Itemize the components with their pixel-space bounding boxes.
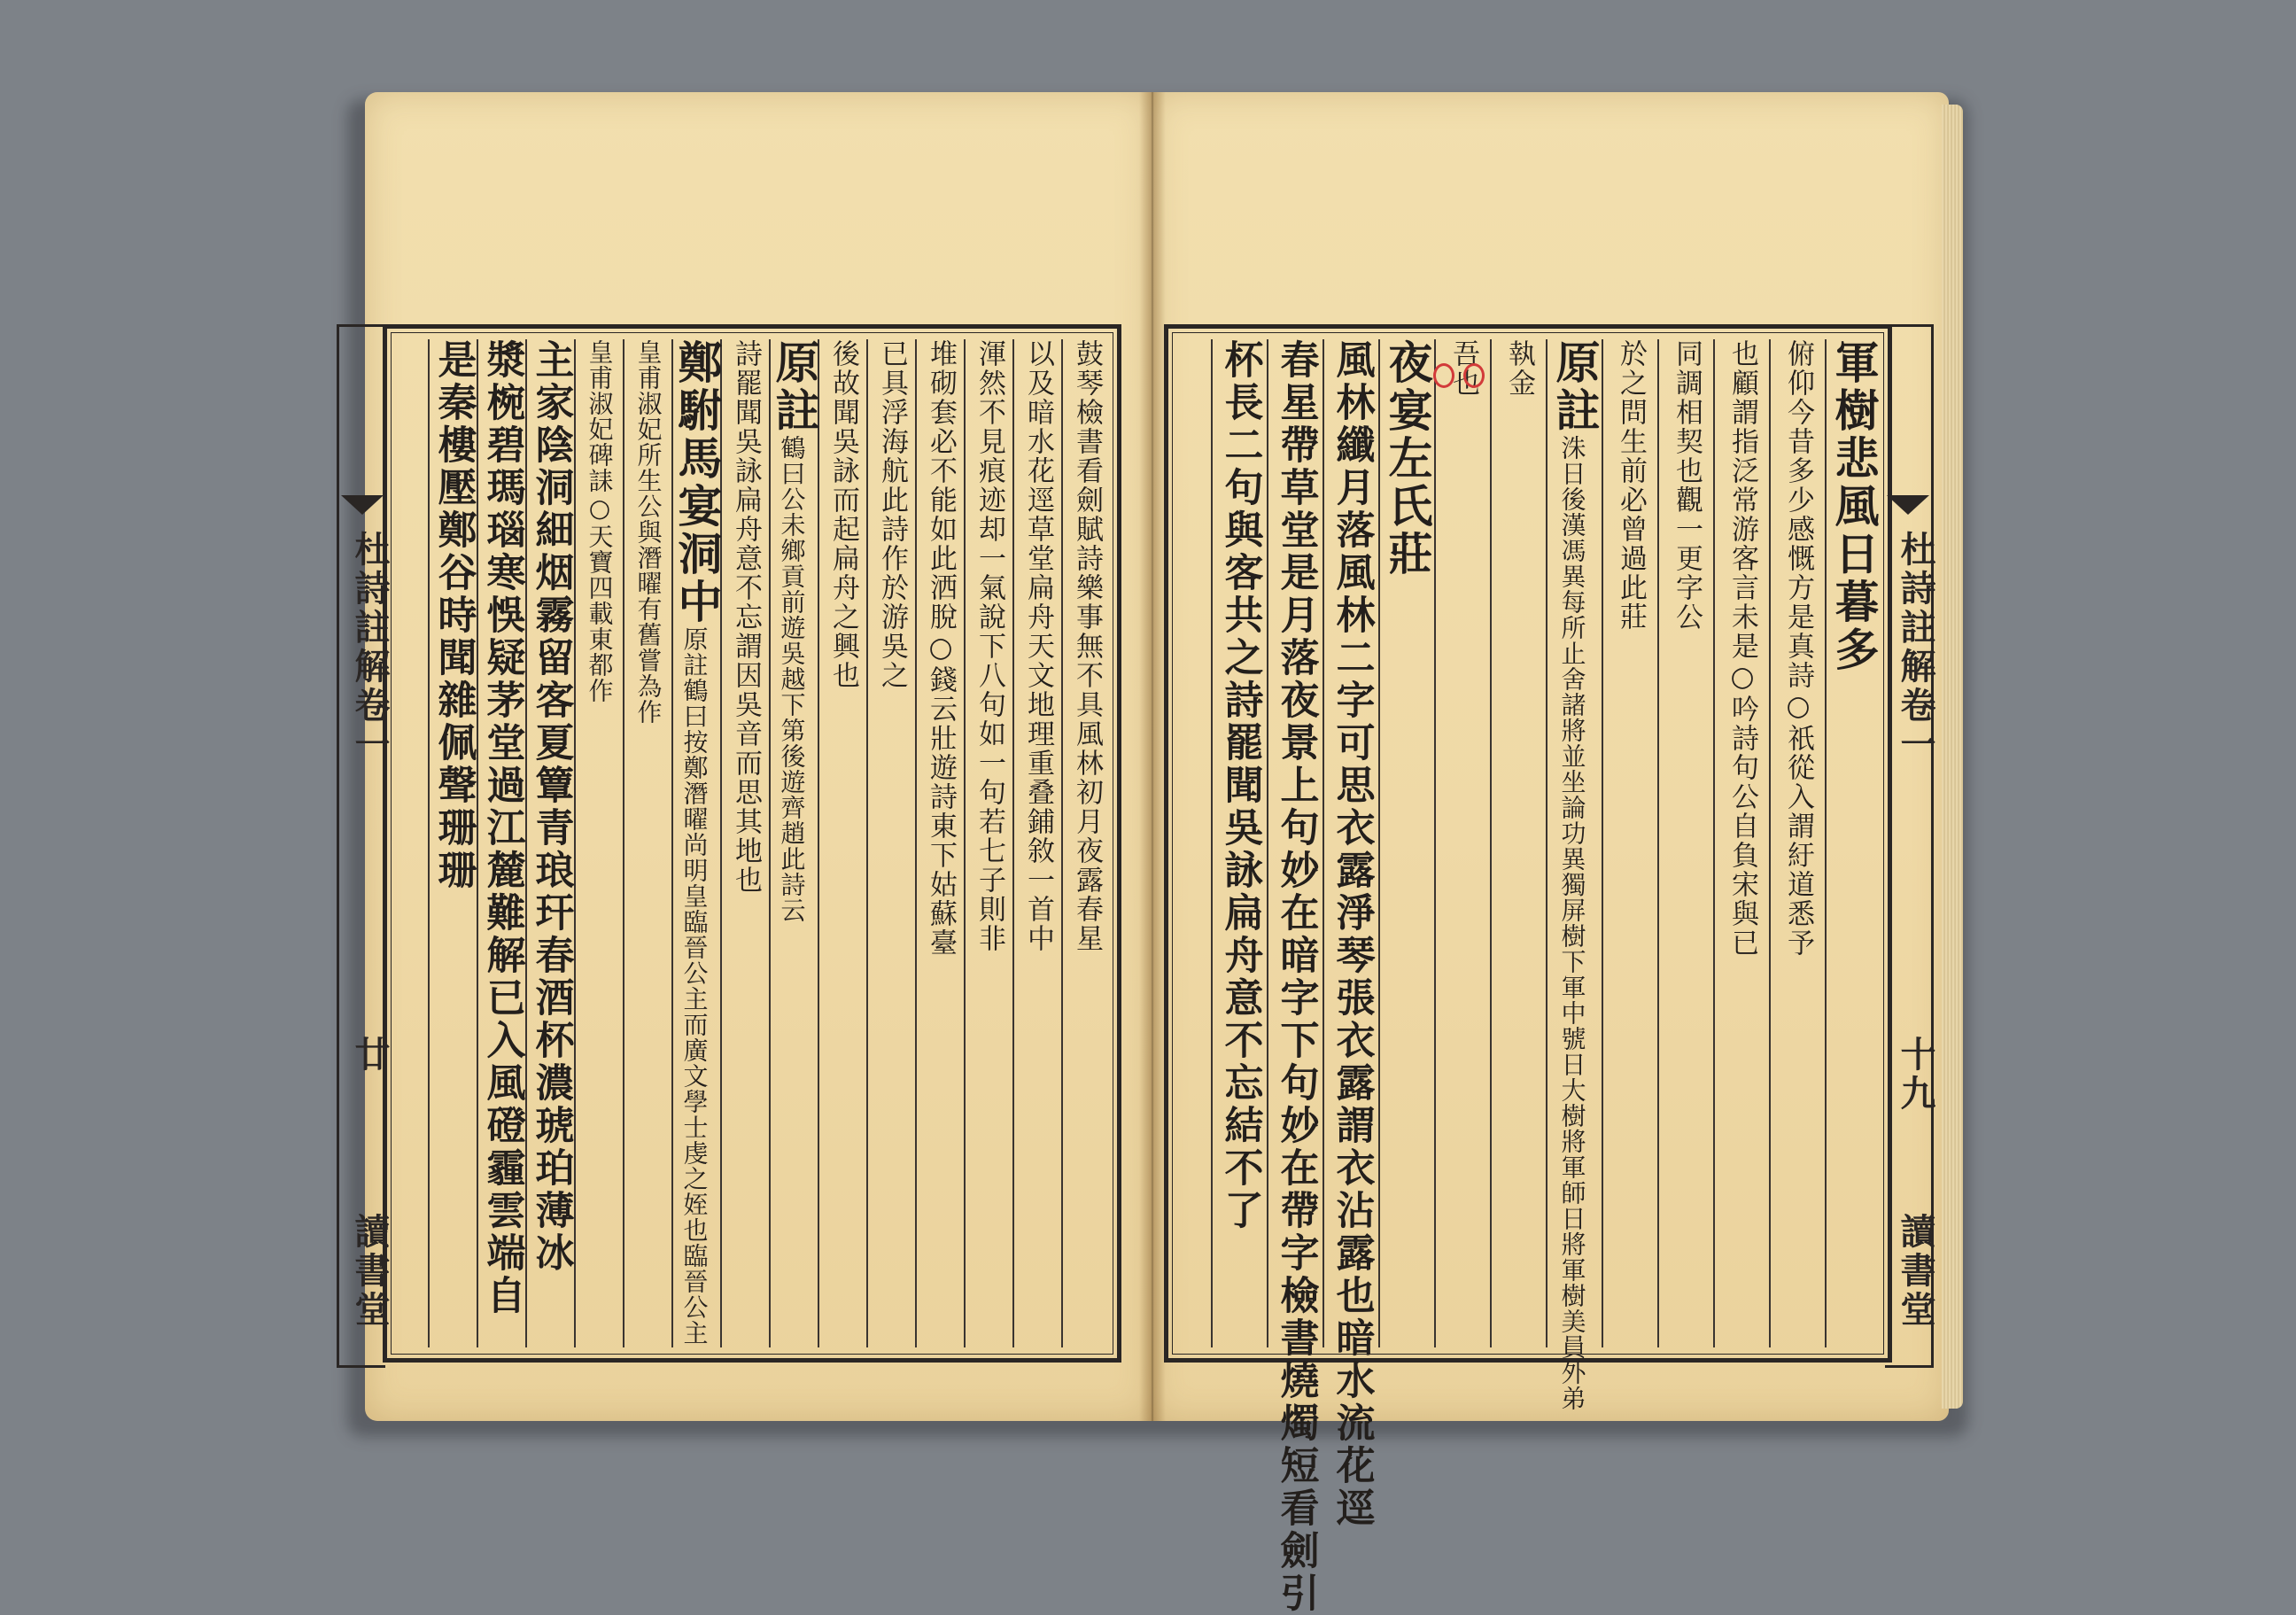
- text-column: [671, 339, 724, 1347]
- text-column: [574, 339, 623, 1347]
- text-column: [1434, 339, 1490, 1347]
- text-column: [1378, 339, 1434, 1347]
- column-text: 是秦樓壓鄭谷時聞雜佩聲珊珊: [430, 339, 477, 892]
- column-text: 皇甫淑妃碑誄○天寶四載東都作: [585, 339, 615, 703]
- text-column: [1825, 339, 1881, 1347]
- right-margin-title: 杜詩註解卷一: [1895, 531, 1936, 765]
- column-heading: 原註: [1548, 339, 1602, 435]
- text-column: [1012, 339, 1061, 1347]
- left-hall-name: 讀書堂: [349, 1213, 391, 1330]
- right-banxin: [1885, 324, 1934, 1368]
- column-text: 渾然不見痕迹却一氣說下八句如一句若七子則非: [973, 339, 1005, 953]
- text-column: [1713, 339, 1769, 1347]
- text-column: [1769, 339, 1825, 1347]
- column-note: 原註鶴曰按鄭潛曜尚明皇臨晉公主而廣文學士虔之姪也臨晉公主: [679, 626, 710, 1346]
- text-column: [866, 339, 915, 1347]
- text-column: [768, 339, 821, 1347]
- red-mark-icon: [1463, 363, 1485, 388]
- text-column: [1157, 339, 1211, 1347]
- text-column: [428, 339, 477, 1347]
- right-text-columns: [1175, 339, 1881, 1615]
- column-text: 後故聞吳詠而起扁舟之興也: [827, 339, 859, 690]
- fishtail-mark: [1887, 495, 1929, 515]
- column-text: 也顧謂指泛常游客言未是○吟詩句公自負宋與已: [1726, 339, 1758, 958]
- page-edges: [1942, 105, 1963, 1409]
- text-column: [720, 339, 769, 1347]
- fishtail-mark: [341, 495, 384, 515]
- column-heading: 原註: [768, 339, 821, 435]
- text-column: [623, 339, 671, 1347]
- column-text: 軍樹悲風日暮多: [1827, 339, 1881, 674]
- text-column: [525, 339, 574, 1347]
- text-column: [1490, 339, 1546, 1347]
- column-text: 詩罷聞吳詠扁舟意不忘謂因吳音而思其地也: [730, 339, 762, 895]
- left-text-frame: [383, 324, 1121, 1363]
- column-text: 夜宴左氏莊: [1381, 339, 1434, 578]
- text-column: [1546, 339, 1602, 1411]
- text-column: [1061, 339, 1110, 1347]
- left-banxin: [337, 324, 391, 1368]
- column-text: 堆砌套必不能如此洒脫○錢云壯遊詩東下姑蘇臺: [925, 339, 957, 958]
- column-text: 已具浮海航此詩作於游吳之: [876, 339, 908, 690]
- column-text: 主家陰洞細烟霧留客夏簟青琅玕春酒杯濃琥珀薄冰: [528, 339, 574, 1275]
- red-circle-marks: [1431, 361, 1486, 390]
- right-page-number: 十九: [1895, 1036, 1936, 1114]
- text-column: [915, 339, 964, 1347]
- text-column: [1323, 339, 1378, 1530]
- column-text: 同調相契也觀一更字公: [1671, 339, 1703, 632]
- text-column: [1211, 339, 1267, 1347]
- column-text: 風林纖月落風林二字可思衣露淨琴張衣露謂衣沾露也暗水流花逕: [1329, 339, 1375, 1530]
- right-text-frame: [1164, 324, 1892, 1615]
- column-note: 洙日後漢馮異每所止舍諸將並坐論功異獨屏樹下軍中號日大樹將軍師日將軍樹美員外弟: [1557, 435, 1587, 1411]
- column-note: 鶴曰公未鄉貢前遊吳越下第後遊齊趙此詩云: [777, 435, 807, 923]
- left-margin-title: 杜詩註解卷一: [349, 531, 391, 765]
- right-hall-name: 讀書堂: [1895, 1213, 1936, 1330]
- column-text: 於之問生前必曾過此莊: [1615, 339, 1647, 632]
- text-column: [1657, 339, 1713, 1347]
- column-text: 以及暗水花逕草堂扁舟天文地理重叠鋪敘一首中: [1022, 339, 1054, 953]
- text-column: [818, 339, 866, 1347]
- column-text: 俯仰今昔多少感慨方是真詩○祇從入謂紆道悉予: [1782, 339, 1814, 958]
- left-page-number: 廿: [349, 1036, 391, 1075]
- text-column: [381, 339, 428, 1347]
- text-column: [477, 339, 525, 1347]
- text-column: [964, 339, 1012, 1347]
- column-text: 鼓琴檢書看劍賦詩樂事無不具風林初月夜露春星: [1071, 339, 1103, 953]
- column-text: 皇甫淑妃所生公與潛曜有舊嘗為作: [633, 339, 663, 725]
- left-text-columns: [394, 339, 1110, 1347]
- column-text: 杯長二句與客共之詩罷聞吳詠扁舟意不忘結不了: [1217, 339, 1263, 1232]
- column-text: 漿椀碧瑪瑙寒悞疑茅堂過江麓難解已入風磴霾雲端自: [479, 339, 525, 1317]
- text-column: [1267, 339, 1323, 1615]
- column-text: 吾也: [1447, 339, 1479, 398]
- text-column: [1602, 339, 1657, 1347]
- column-text: 春星帶草堂是月落夜景上句妙在暗字下句妙在帶字檢書燒燭短看劍引: [1273, 339, 1319, 1615]
- column-heading: 鄭駙馬宴洞中: [671, 339, 724, 626]
- red-mark-icon: [1433, 363, 1454, 388]
- column-text: 執金: [1503, 339, 1535, 398]
